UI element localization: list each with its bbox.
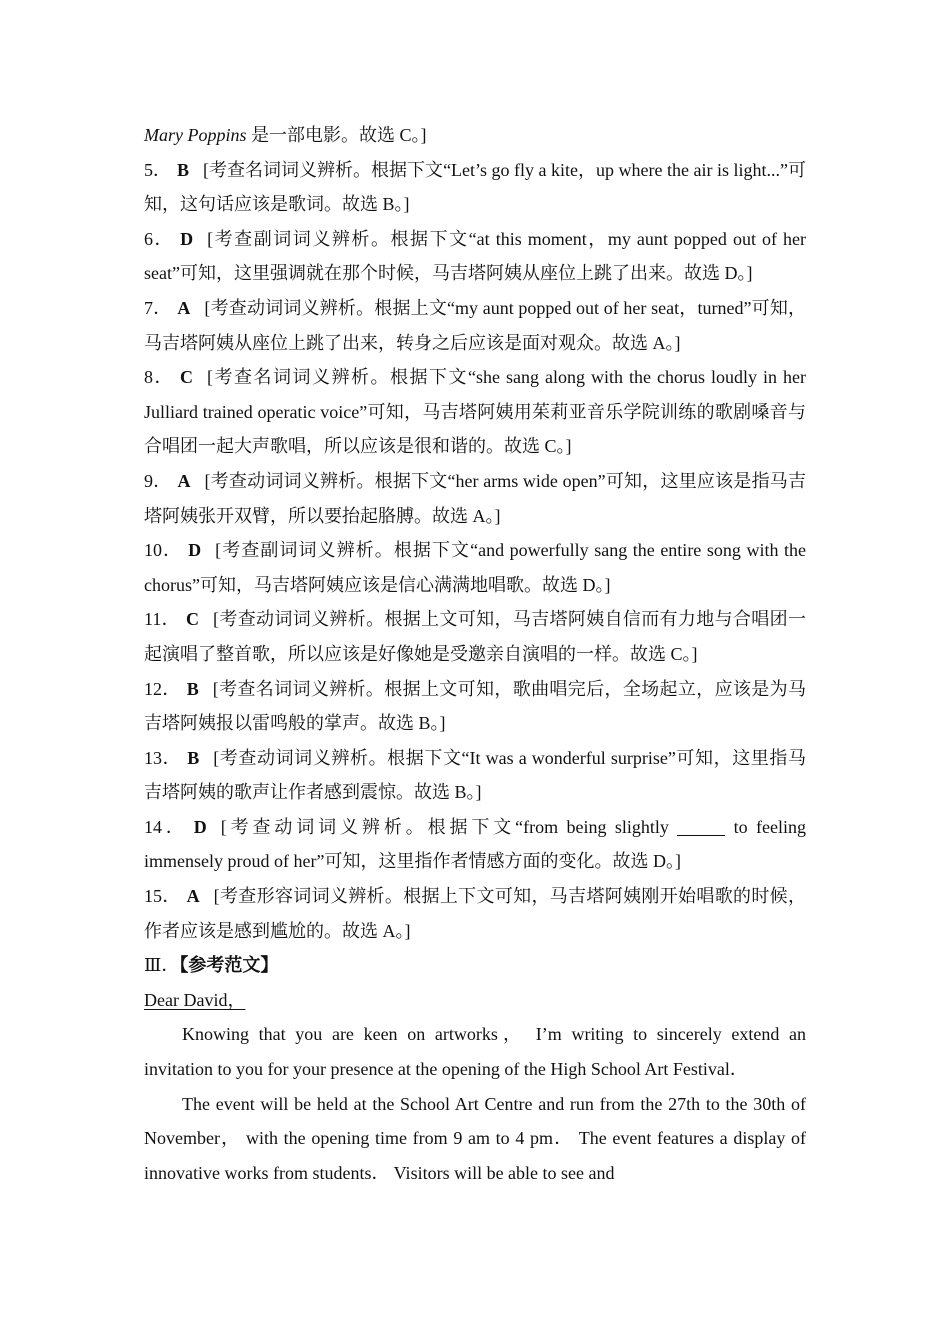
answer-item-8: 8． C [考查名词词义辨析。根据下文“she sang along with the chorus loudly in her Julliard trained operatic voice”可知，马吉塔阿姨用茱莉亚音乐学院训练的歌剧嗓音与合唱团一起大声歌唱，所以应该是很和谐的。故选 C。]: [144, 367, 806, 457]
answer-item-10: 10． D [考查副词词义辨析。根据下文“and powerfully sang the entire song with the chorus”可知，马吉塔阿姨应该是信心满满地唱歌。故选 D。]: [144, 540, 807, 595]
answer-letter: A: [177, 297, 191, 318]
answer-letter: B: [186, 678, 199, 699]
answer-item-6: 6． D [考查副词词义辨析。根据下文“at this moment，my aunt popped out of her seat”可知，这里强调就在那个时候，马吉塔阿姨从座位上跳了出来。故选 D。]: [144, 228, 807, 284]
answer-letter: D: [193, 816, 207, 837]
explanation: [考查副词词义辨析。根据下文“at this moment，my aunt popped out of her seat”可知，这里强调就在那个时候，马吉塔阿姨从座位上跳了出来。故选 D。]: [144, 228, 807, 284]
intro-line: [144, 118, 806, 153]
answer-letter: B: [177, 159, 190, 180]
explanation: [考查形容词词义辨析。根据上下文可知，马吉塔阿姨刚开始唱歌的时候，作者应该是感到尴尬的。故选 A。]: [144, 886, 806, 941]
answer-item-9: 9． A [考查动词词义辨析。根据下文“her arms wide open”可知，这里应该是指马吉塔阿姨张开双臂，所以要抬起胳膊。故选 A。]: [144, 470, 807, 526]
letter-paragraph-2: The event will be held at the School Art Centre and run from the 27th to the 30th of November， with the opening time from 9 am to 4 pm． The event features a display of innovative works from students． Visitors will be able to see and: [144, 1093, 806, 1183]
document-page: [144, 118, 806, 1190]
answer-item-13: 13． B [考查动词词义辨析。根据下文“It was a wonderful surprise”可知，这里指马吉塔阿姨的歌声让作者感到震惊。故选 B。]: [144, 747, 807, 803]
answer-letter: A: [186, 886, 200, 907]
explanation: [考查动词词义辨析。根据下文“her arms wide open”可知，这里应该是指马吉塔阿姨张开双臂，所以要抬起胳膊。故选 A。]: [144, 470, 807, 526]
section-title: 【参考范文】: [179, 955, 279, 976]
explanation: [考查名词词义辨析。根据下文“Let’s go fly a kite，up where the air is light...”可知，这句话应该是歌词。故选 B。]: [144, 159, 806, 215]
explanation-after: to feeling immensely proud of her”可知，这里指作者情感方面的变化。故选 D。]: [144, 816, 806, 872]
answer-item-15: 15． A [考查形容词词义辨析。根据上下文可知，马吉塔阿姨刚开始唱歌的时候，作者应该是感到尴尬的。故选 A。]: [144, 886, 806, 941]
answer-letter: C: [180, 367, 194, 388]
intro-text: 是一部电影。故选 C。]: [246, 125, 427, 145]
explanation: [考查动词词义辨析。根据下文“It was a wonderful surprise”可知，这里指马吉塔阿姨的歌声让作者感到震惊。故选 B。]: [144, 747, 807, 803]
movie-title: Mary Poppins: [144, 125, 247, 145]
section-number: Ⅲ．: [144, 955, 180, 976]
explanation: [考查动词词义辨析。根据上文可知，马吉塔阿姨自信而有力地与合唱团一起演唱了整首歌，所以应该是好像她是受邀亲自演唱的一样。故选 C。]: [144, 609, 806, 664]
answer-item-12: 12． B [考查名词词义辨析。根据上文可知，歌曲唱完后，全场起立，应该是为马吉塔阿姨报以雷鸣般的掌声。故选 B。]: [144, 678, 807, 734]
answer-item-7: 7． A [考查动词词义辨析。根据上文“my aunt popped out of her seat，turned”可知，马吉塔阿姨从座位上跳了出来，转身之后应该是面对观众。故选 A。]: [144, 297, 807, 353]
section-heading: [144, 948, 806, 983]
explanation: [考查副词词义辨析。根据下文“and powerfully sang the entire song with the chorus”可知，马吉塔阿姨应该是信心满满地唱歌。故选 D。]: [144, 540, 807, 595]
blank-line: [677, 817, 725, 836]
letter-paragraph-1: Knowing that you are keen on artworks， I’m writing to sincerely extend an invitation to you for your presence at the opening of the High School Art Festival．: [144, 1024, 806, 1080]
explanation: [考查名词词义辨析。根据上文可知，歌曲唱完后，全场起立，应该是为马吉塔阿姨报以雷鸣般的掌声。故选 B。]: [144, 678, 807, 734]
answer-letter: D: [188, 540, 202, 561]
answer-letter: A: [177, 470, 191, 491]
letter-salutation: Dear David，: [144, 989, 246, 1010]
answer-letter: B: [187, 747, 200, 768]
answer-item-5: 5． B [考查名词词义辨析。根据下文“Let’s go fly a kite，up where the air is light...”可知，这句话应该是歌词。故选 B。]: [144, 159, 806, 215]
explanation-before: [考查动词词义辨析。根据下文“from being slightly: [220, 816, 678, 837]
answer-letter: C: [186, 609, 200, 630]
answer-item-11: 11． C [考查动词词义辨析。根据上文可知，马吉塔阿姨自信而有力地与合唱团一起演唱了整首歌，所以应该是好像她是受邀亲自演唱的一样。故选 C。]: [144, 609, 806, 664]
answer-letter: D: [180, 228, 194, 249]
explanation: [考查动词词义辨析。根据上文“my aunt popped out of her seat，turned”可知，马吉塔阿姨从座位上跳了出来，转身之后应该是面对观众。故选 A。]: [144, 297, 807, 353]
explanation: [考查名词词义辨析。根据下文“she sang along with the chorus loudly in her Julliard trained operatic voice”可知，马吉塔阿姨用茱莉亚音乐学院训练的歌剧嗓音与合唱团一起大声歌唱，所以应该是很和谐的。故选 C。]: [144, 367, 806, 457]
answer-item-14: 14． D [考查动词词义辨析。根据下文“from being slightly to feeling immensely proud of her”可知，这里指作者情感方面的变化。故选 D。]: [144, 816, 806, 872]
